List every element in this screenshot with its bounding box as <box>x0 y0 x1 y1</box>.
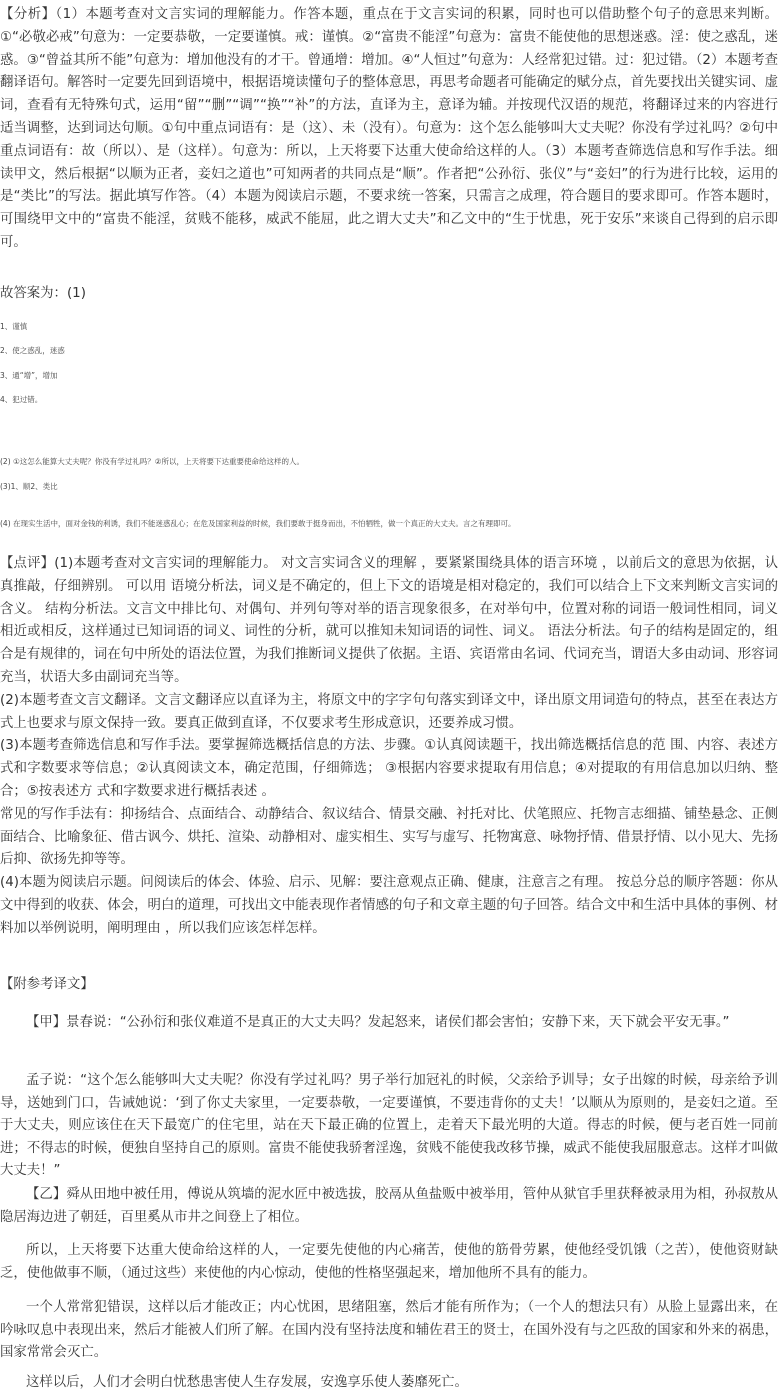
answer-q3-text: (3)1、顺2、类比 <box>0 482 58 491</box>
translation-block-5 <box>0 1297 778 1365</box>
answer-item-2 <box>0 346 778 356</box>
answer-item-1 <box>0 322 778 332</box>
translation-block-2 <box>0 1070 778 1183</box>
translation-heading: 【附参考译文】 <box>0 977 94 992</box>
translation-block-4 <box>0 1240 778 1285</box>
answer-item-text: 2、使之惑乱，迷惑 <box>0 346 65 355</box>
analysis-paragraph: 【分析】（1）本题考查对文言实词的理解能力。作答本题，重点在于文言实词的积累，同时也可以借助整个句子的意思来判断。①“必敬必戒”句意为：一定要恭敬，一定要谨慎。戒：谨慎。②“富贵不能淫”句意为：富贵不能使他的思想迷惑。淫：使之惑乱，迷惑。③“曾益其所不能”句意为：增加他没有的才干。曾通增：增加。④“人恒过”句意为：人经常犯过错。过：犯过错。（2）本题考查翻译语句。解答时一定要先回到语境中，根据语境读懂句子的整体意思，再思考命题者可能确定的赋分点，首先要找出关键实词、虚词，查看有无特殊句式，运用“留”“删”“调”“换”“补”的方法，直译为主，意译为辅。并按现代汉语的规范，将翻译过来的内容进行适当调整，达到词达句顺。①句中重点词语有：是（这）、未（没有）。句意为：这个怎么能够叫大丈夫呢？你没有学过礼吗？②句中重点词语有：故（所以）、是（这样）。句意为：所以，上天将要下达重大使命给这样的人。（3）本题考查筛选信息和写作手法。细读甲文，然后根据“以顺为正者，妾妇之道也”可知两者的共同点是“顺”。作者把“公孙衍、张仪”与“妾妇”的行为进行比较，运用的是“类比”的写法。据此填写作答。（4）本题为阅读启示题，不要求统一答案，只需言之成理，符合题目的要求即可。作答本题时，可围绕甲文中的“富贵不能淫，贫贱不能移，威武不能屈，此之谓大丈夫”和乙文中的“生于忧患，死于安乐”来谈自己得到的启示即可。 <box>0 7 778 250</box>
answer-q2-text: (2) ①这怎么能算大丈夫呢？你没有学过礼吗？②所以，上天将要下达重要使命给这样的人。 <box>0 457 304 466</box>
answer-q3 <box>0 482 778 492</box>
answer-q4 <box>0 519 778 529</box>
answer-heading: 故答案为：(1) <box>0 286 86 301</box>
translation-paragraph-4: 所以，上天将要下达重大使命给这样的人，一定要先使他的内心痛苦，使他的筋骨劳累，使他经受饥饿（之苦），使他资财缺乏，使他做事不顺，（通过这些）来使他的内心惊动，使他的性格坚强起来，增加他所不具有的能力。 <box>0 1243 778 1281</box>
answer-q2 <box>0 457 778 467</box>
comment-paragraph-3: (3)本题考查筛选信息和写作手法。要掌握筛选概括信息的方法、步骤。①认真阅读题干，找出筛选概括信息的范 围、内容、表述方式和字数要求等信息；②认真阅读文本，确定范围，仔细筛选； ③根据内容要求提取有用信息；④对提取的有用信息加以归纳、整合；⑤按表述方 式和字数要求进行概括表述 。 <box>0 738 778 799</box>
comment-paragraph-1: 【点评】(1)本题考查对文言实词的理解能力。 对文言实词含义的理解 ，要紧紧围绕具体的语言环境 ，以前后文的意思为依据，认真推敲，仔细辨别。 可以用 语境分析法，词义是不确定的，但上下文的语境是相对稳定的，我们可以结合上下文来判断文言实词的含义。 结构分析法。文言文中排比句、对偶句、并列句等对举的语言现象很多，在对举句中，位置对称的词语一般词性相同，词义相近或相反，这样通过已知词语的词义、词性的分析，就可以推知未知词语的词性、词义。 语法分析法。句子的结构是固定的，组合是有规律的，词在句中所处的语法位置，为我们推断词义提供了依据。主语、宾语常由名词、代词充当，谓语大多由动词、形容词充当，状语大多由副词充当等。 <box>0 556 778 685</box>
analysis-section <box>0 4 778 255</box>
answer-item-text: 4、犯过错。 <box>0 395 43 404</box>
answer-item-text: 3、通“增”，增加 <box>0 371 58 380</box>
translation-paragraph-3: 【乙】舜从田地中被任用，傅说从筑墙的泥水匠中被选拔，胶鬲从鱼盐贩中被举用，管仲从狱官手里获释被录用为相，孙叔敖从隐居海边进了朝廷，百里奚从市井之间登上了相位。 <box>0 1187 778 1225</box>
translation-section <box>0 974 778 997</box>
comment-section <box>0 553 778 941</box>
translation-block-3 <box>0 1184 778 1229</box>
translation-block-6 <box>0 1372 778 1395</box>
translation-paragraph-1: 【甲】景春说：“公孙衍和张仪难道不是真正的大丈夫吗？发起怒来，诸侯们都会害怕；安静下来，天下就会平安无事。” <box>26 1015 730 1030</box>
answer-q4-text: (4) 在现实生活中，面对金钱的利诱，我们不能迷惑乱心；在危及国家利益的时候，我们要敢于挺身而出，不怕牺牲，做一个真正的大丈夫。言之有理即可。 <box>0 519 516 528</box>
comment-paragraph-2: (2)本题考查文言文翻译。文言文翻译应以直译为主，将原文中的字字句句落实到译文中，译出原文用词造句的特点，甚至在表达方式上也要求与原文保持一致。要真正做到直译，不仅要求考生形成意识，还要养成习惯。 <box>0 692 778 731</box>
answer-item-text: 1、谨慎 <box>0 322 28 331</box>
comment-paragraph-5: (4)本题为阅读启示题。问阅读后的体会、体验、启示、见解：要注意观点正确、健康，注意言之有理。 按总分总的顺序答题：你从文中得到的收获、体会，明白的道理，可找出文中能表现作者情感的句子和文章主题的句子回答。结合文中和生活中具体的事例、材料加以举例说明，阐明理由 ，所以我们应该怎样怎样。 <box>0 875 778 936</box>
translation-paragraph-5: 一个人常常犯错误，这样以后才能改正；内心忧困，思绪阻塞，然后才能有所作为；（一个人的想法只有）从脸上显露出来，在吟咏叹息中表现出来，然后才能被人们所了解。在国内没有坚持法度和辅佐君王的贤士，在国外没有与之匹敌的国家和外来的祸患，国家常常会灭亡。 <box>0 1300 778 1361</box>
comment-paragraph-4: 常见的写作手法有：抑扬结合、点面结合、动静结合、叙议结合、情景交融、衬托对比、伏笔照应、托物言志细描、铺垫悬念、正侧面结合、比喻象征、借古讽今、烘托、渲染、动静相对、虚实相生、实写与虚写、托物寓意、咏物抒情、借景抒情、以小见大、先扬后抑、欲扬先抑等等。 <box>0 806 778 868</box>
translation-paragraph-2: 孟子说：“这个怎么能够叫大丈夫呢？你没有学过礼吗？男子举行加冠礼的时候，父亲给予训导；女子出嫁的时候，母亲给予训导，送她到门口，告诫她说：‘到了你丈夫家里，一定要恭敬，一定要谨慎，不要违背你的丈夫！’以顺从为原则的，是妾妇之道。至于大丈夫，则应该住在天下最宽广的住宅里，站在天下最正确的位置上，走着天下最光明的大道。得志的时候，便与老百姓一同前进；不得志的时候，便独自坚持自己的原则。富贵不能使我骄奢淫逸，贫贱不能使我改移节操，威武不能使我屈服意志。这样才叫做大丈夫！” <box>0 1073 778 1179</box>
translation-paragraph-6: 这样以后，人们才会明白忧愁患害使人生存发展，安逸享乐使人萎靡死亡。 <box>26 1375 468 1390</box>
answer-item-4 <box>0 395 778 405</box>
translation-block-1 <box>0 1012 778 1035</box>
answer-section <box>0 283 778 305</box>
answer-item-3 <box>0 371 778 381</box>
